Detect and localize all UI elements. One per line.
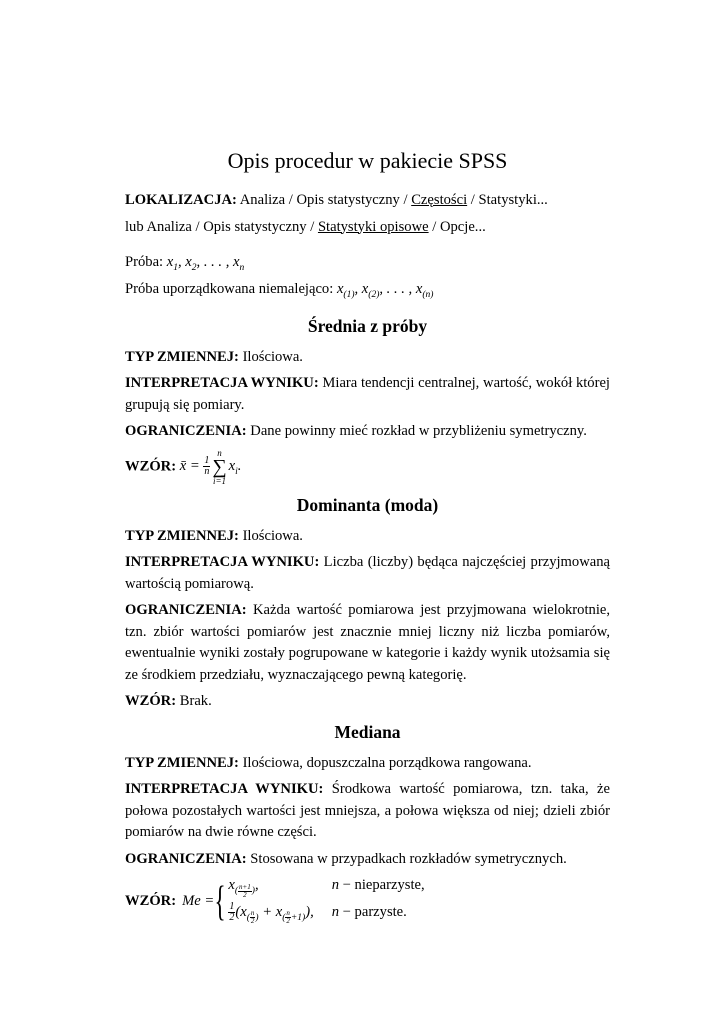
median-formula (125, 875, 610, 929)
section-heading-mode: Dominanta (moda) (296, 494, 439, 515)
median-limitations (125, 849, 610, 871)
localization-line-2 (125, 217, 610, 239)
type-value: Ilościowa. (238, 348, 303, 365)
mode-limitations (125, 600, 610, 686)
interpretation-label: INTERPRETACJA WYNIKU: (125, 781, 324, 798)
document-page (125, 146, 610, 929)
formula-label: WZÓR: (125, 693, 177, 710)
localization-path-1-end: / Statystyki... (467, 192, 548, 208)
formula-label: WZÓR: (125, 893, 177, 910)
limitations-label: OGRANICZENIA: (125, 602, 247, 619)
mode-formula (125, 691, 610, 713)
type-label: TYP ZMIENNEJ: (125, 754, 239, 771)
interpretation-text: Miara tendencji centralnej, wartość, wokół której grupują się pomiary. (125, 375, 610, 413)
formula-text: Brak. (176, 693, 212, 710)
type-label: TYP ZMIENNEJ: (125, 348, 239, 365)
median-interpretation (125, 779, 610, 844)
median-cases (228, 875, 424, 929)
mean-interpretation (125, 373, 610, 416)
interpretation-label: INTERPRETACJA WYNIKU: (125, 375, 319, 392)
type-label: TYP ZMIENNEJ: (125, 527, 239, 544)
median-type (125, 753, 610, 775)
limitations-label: OGRANICZENIA: (125, 850, 247, 867)
ordered-sample-label: Próba uporządkowana niemalejąco: (125, 281, 337, 298)
type-value: Ilościowa. (238, 527, 303, 544)
sample-line (125, 252, 610, 279)
case-odd-condition: n − nieparzyste, (331, 877, 425, 894)
left-brace: { (214, 879, 226, 926)
document-title: Opis procedur w pakiecie SPSS (227, 148, 508, 173)
mode-type (125, 526, 610, 548)
limitations-text: Każda wartość pomiarowa jest przyjmowana wielokrotnie, tzn. zbiór wartości pomiarów jest znacznie mniej liczny niż liczba pomiarów, ewentualnie wyniki zostały pogrupowane w kategorie i każdy wynik utożsamia się ze środkiem przedziału, wyznaczającego pewną kategorię. (125, 602, 610, 683)
limitations-label: OGRANICZENIA: (125, 423, 247, 440)
mean-limitations (125, 421, 610, 443)
mean-type (125, 347, 610, 369)
sample-math: $x_1$, $x_2$, . . . , $x_n$ (166, 254, 245, 273)
limitations-text: Stosowana w przypadkach rozkładów symetrycznych. (246, 850, 567, 867)
mode-interpretation (125, 552, 610, 595)
case-even-condition: n − parzyste. (331, 904, 407, 921)
localization-label: LOKALIZACJA: (125, 192, 237, 208)
localization-line-1 (125, 190, 610, 212)
formula-label: WZÓR: (125, 458, 177, 475)
section-heading-median: Mediana (334, 721, 401, 742)
case-even-expr: $\frac{1}{2}$ $(x_{( \frac{n}{2} )} + x_{( \frac{n}{2} +1)})$, (229, 901, 314, 926)
type-value: Ilościowa, dopuszczalna porządkowa rangowana. (238, 754, 532, 771)
section-heading-mean: Średnia z próby (307, 315, 428, 336)
localization-path-2-end: / Opcje... (428, 218, 486, 235)
ordered-sample-line (125, 279, 610, 306)
interpretation-text: Środkowa wartość pomiarowa, tzn. taka, że połowa pozostałych wartości jest mniejsza, a połowa większa od niej; dzieli zbiór pomiarów na dwie równe części. (125, 781, 610, 841)
mean-formula (125, 448, 610, 486)
mean-formula-math: x̄ = $\frac{1}{n}$ n ∑ i=1 $x_i$. (179, 447, 242, 486)
case-odd-expr: $x_{( \frac{n+1}{2} )}$, (228, 877, 259, 899)
sample-label: Próba: (125, 254, 167, 270)
interpretation-text: Liczba (liczby) będąca najczęściej przyjmowaną wartością pomiarową. (125, 554, 610, 592)
link-statystyki-opisowe[interactable]: Statystyki opisowe (317, 218, 429, 235)
median-formula-lhs: Me = (182, 893, 215, 910)
limitations-text: Dane powinny mieć rozkład w przybliżeniu symetryczny. (246, 423, 587, 440)
ordered-sample-math: $x_{(1)}$, $x_{(2)}$, . . . , $x_{(n)}$ (336, 281, 434, 301)
localization-path-2: lub Analiza / Opis statystyczny / (125, 218, 318, 235)
interpretation-label: INTERPRETACJA WYNIKU: (125, 554, 320, 571)
localization-path-1: Analiza / Opis statystyczny / (236, 192, 412, 208)
link-czestosci[interactable]: Częstości (411, 192, 468, 208)
